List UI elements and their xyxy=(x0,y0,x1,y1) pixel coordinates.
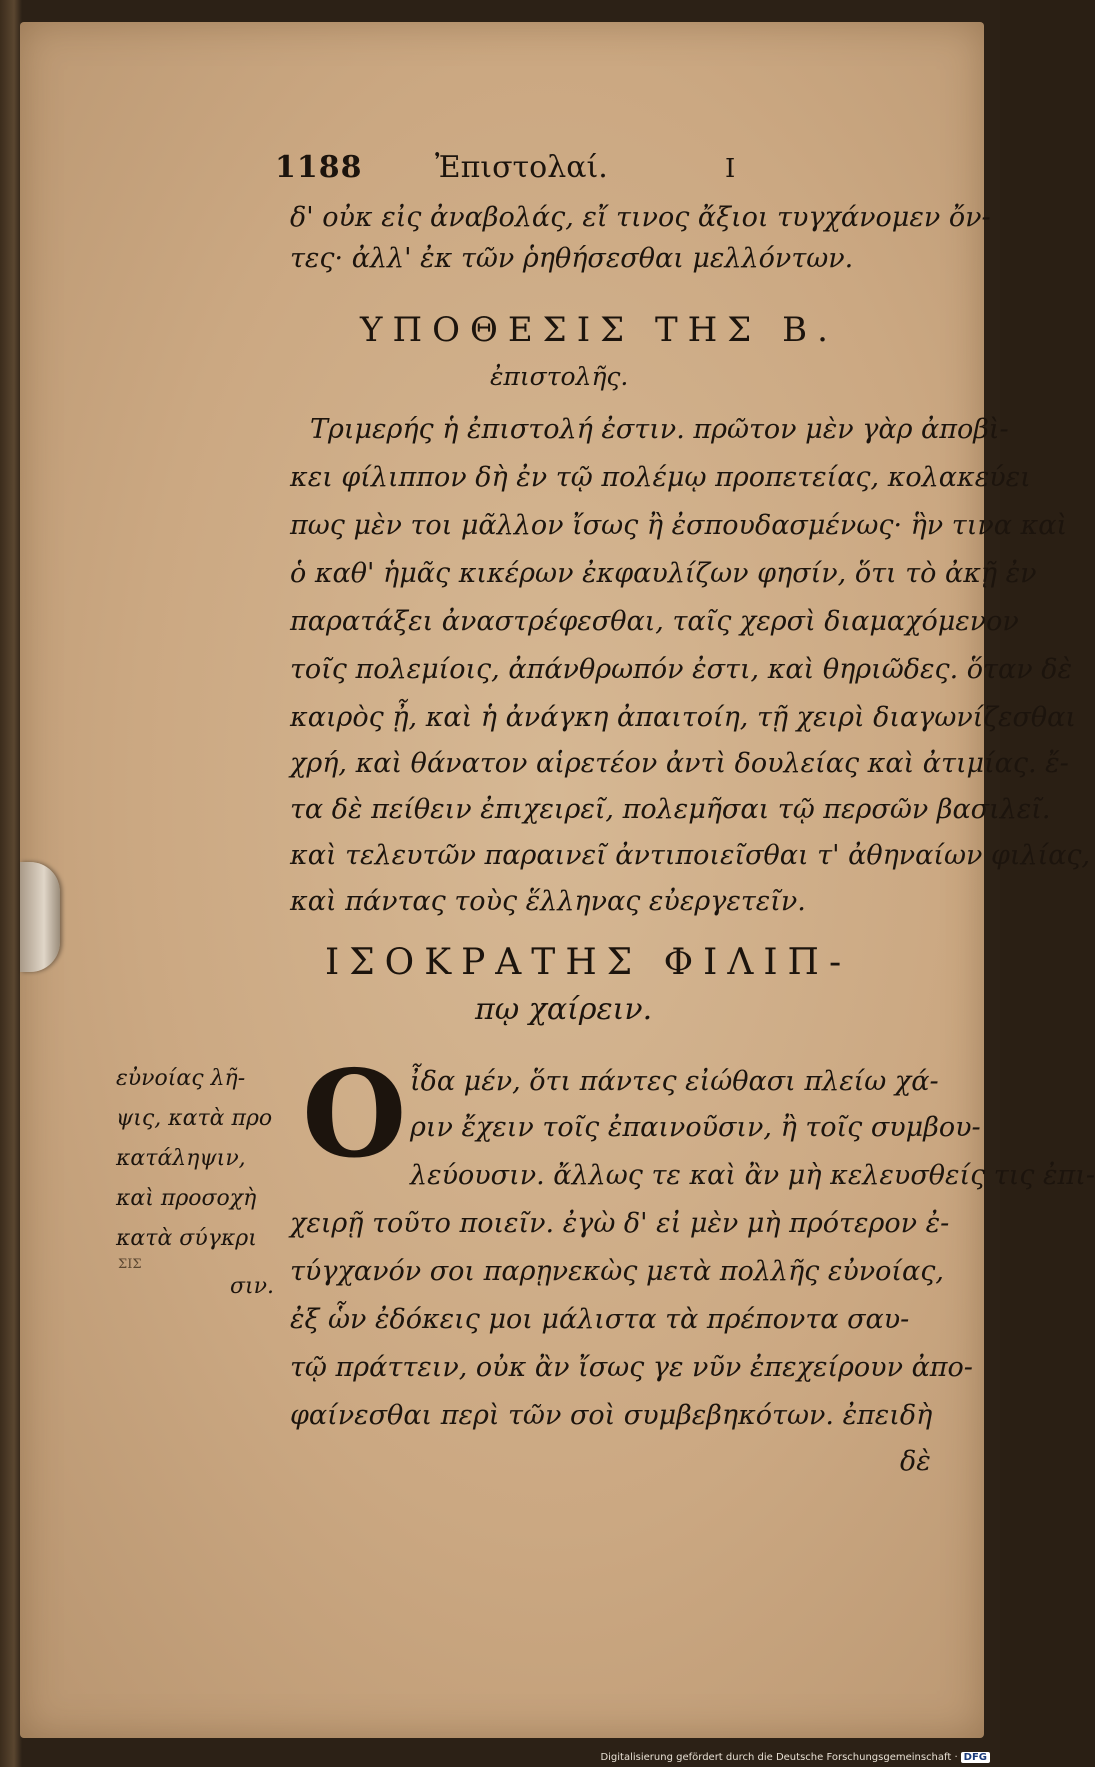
hypothesis-line: ὁ καθ' ἡμᾶς κικέρων ἐκφαυλίζων φησίν, ὅτι τὸ ἀκῇ ἐν xyxy=(290,558,1037,589)
hypothesis-line: τοῖς πολεμίοις, ἀπάνθρωπόν ἐστι, καὶ θηριῶδες. ὅταν δὲ xyxy=(290,654,1072,685)
letter-line: τῷ πράττειν, οὐκ ἂν ἴσως γε νῦν ἐπεχείρουν ἀπο- xyxy=(290,1352,973,1383)
marginal-note-line: κατὰ σύγκρι xyxy=(116,1226,257,1251)
text-line: τες· ἀλλ' ἐκ τῶν ῥηθήσεσθαι μελλόντων. xyxy=(290,243,854,274)
hypothesis-line: κει φίλιππον δὴ ἐν τῷ πολέμῳ προπετείας, κολακεύει xyxy=(290,462,1031,493)
marginal-note-line: κατάληψιν, xyxy=(116,1146,246,1171)
dfg-logo: DFG xyxy=(961,1752,990,1763)
letter-title: ΙΣΟΚΡΑΤΗΣ ΦΙΛΙΠ- xyxy=(325,942,852,983)
marginal-note-line: καὶ προσοχὴ xyxy=(116,1186,257,1211)
header-mark: I xyxy=(725,154,736,184)
page-leaf xyxy=(20,22,1095,1738)
page-header xyxy=(275,150,795,190)
letter-line: ριν ἔχειν τοῖς ἐπαινοῦσιν, ἢ τοῖς συμβου- xyxy=(410,1112,981,1143)
hypothesis-line: καὶ τελευτῶν παραινεῖ ἀντιποιεῖσθαι τ' ἀθηναίων φιλίας, xyxy=(290,840,1091,871)
digitization-credit xyxy=(600,1752,990,1763)
credit-text: Digitalisierung gefördert durch die Deutsche Forschungsgemeinschaft · xyxy=(600,1752,958,1763)
letter-line: χειρῇ τοῦτο ποιεῖν. ἐγὼ δ' εἰ μὲν μὴ πρότερον ἐ- xyxy=(290,1208,950,1239)
letter-subtitle: πῳ χαίρειν. xyxy=(475,992,653,1027)
letter-line: τύγχανόν σοι παρῃνεκὼς μετὰ πολλῆς εὐνοίας, xyxy=(290,1256,944,1287)
page-number: 1188 xyxy=(275,150,363,185)
marginal-note-line: ψις, κατὰ προ xyxy=(116,1106,273,1131)
text-line: δ' οὐκ εἰς ἀναβολάς, εἴ τινος ἄξιοι τυγχάνομεν ὄν- xyxy=(290,202,991,233)
hypothesis-line: χρή, καὶ θάνατον αἱρετέον ἀντὶ δουλείας καὶ ἀτιμίας. ἔ- xyxy=(290,748,1069,779)
hypothesis-line: πως μὲν τοι μᾶλλον ἴσως ἢ ἐσπουδασμένως· ἣν τινα καὶ xyxy=(290,510,1068,541)
hypothesis-line: τα δὲ πείθειν ἐπιχειρεῖ, πολεμῆσαι τῷ περσῶν βασιλεῖ. xyxy=(290,794,1051,825)
hypothesis-line: παρατάξει ἀναστρέφεσθαι, ταῖς χερσὶ διαμαχόμενον xyxy=(290,606,1019,637)
catchword: δὲ xyxy=(900,1446,931,1477)
hypothesis-title: ΥΠΟΘΕΣΙΣ ΤΗΣ Β. xyxy=(360,310,838,350)
letter-line: ἐξ ὧν ἐδόκεις μοι μάλιστα τὰ πρέποντα σαυ- xyxy=(290,1304,910,1335)
hypothesis-line: καὶ πάντας τοὺς ἕλληνας εὐεργετεῖν. xyxy=(290,886,806,917)
drop-capital: Ο xyxy=(302,1044,407,1185)
letter-line: φαίνεσθαι περὶ τῶν σοὶ συμβεβηκότων. ἐπειδὴ xyxy=(290,1400,933,1431)
hypothesis-subtitle: ἐπιστολῆς. xyxy=(490,362,629,391)
marginal-mark: ΣΙΣ xyxy=(118,1257,142,1272)
running-head: Ἐπιστολαί. xyxy=(435,150,608,185)
hypothesis-line: καιρὸς ᾖ, καὶ ἡ ἀνάγκη ἀπαιτοίη, τῇ χειρὶ διαγωνίζεσθαι xyxy=(290,702,1076,733)
page-clip xyxy=(20,862,60,972)
letter-line: λεύουσιν. ἄλλως τε καὶ ἂν μὴ κελευσθείς τις ἐπι- xyxy=(410,1160,1095,1191)
letter-line: ἶδα μέν, ὅτι πάντες εἰώθασι πλείω χά- xyxy=(410,1066,939,1097)
marginal-note-line: σιν. xyxy=(230,1274,275,1299)
marginal-note-line: εὐνοίας λῆ- xyxy=(116,1066,246,1091)
hypothesis-line: Τριμερής ἡ ἐπιστολή ἐστιν. πρῶτον μὲν γὰρ ἀποβὶ- xyxy=(310,414,1009,445)
